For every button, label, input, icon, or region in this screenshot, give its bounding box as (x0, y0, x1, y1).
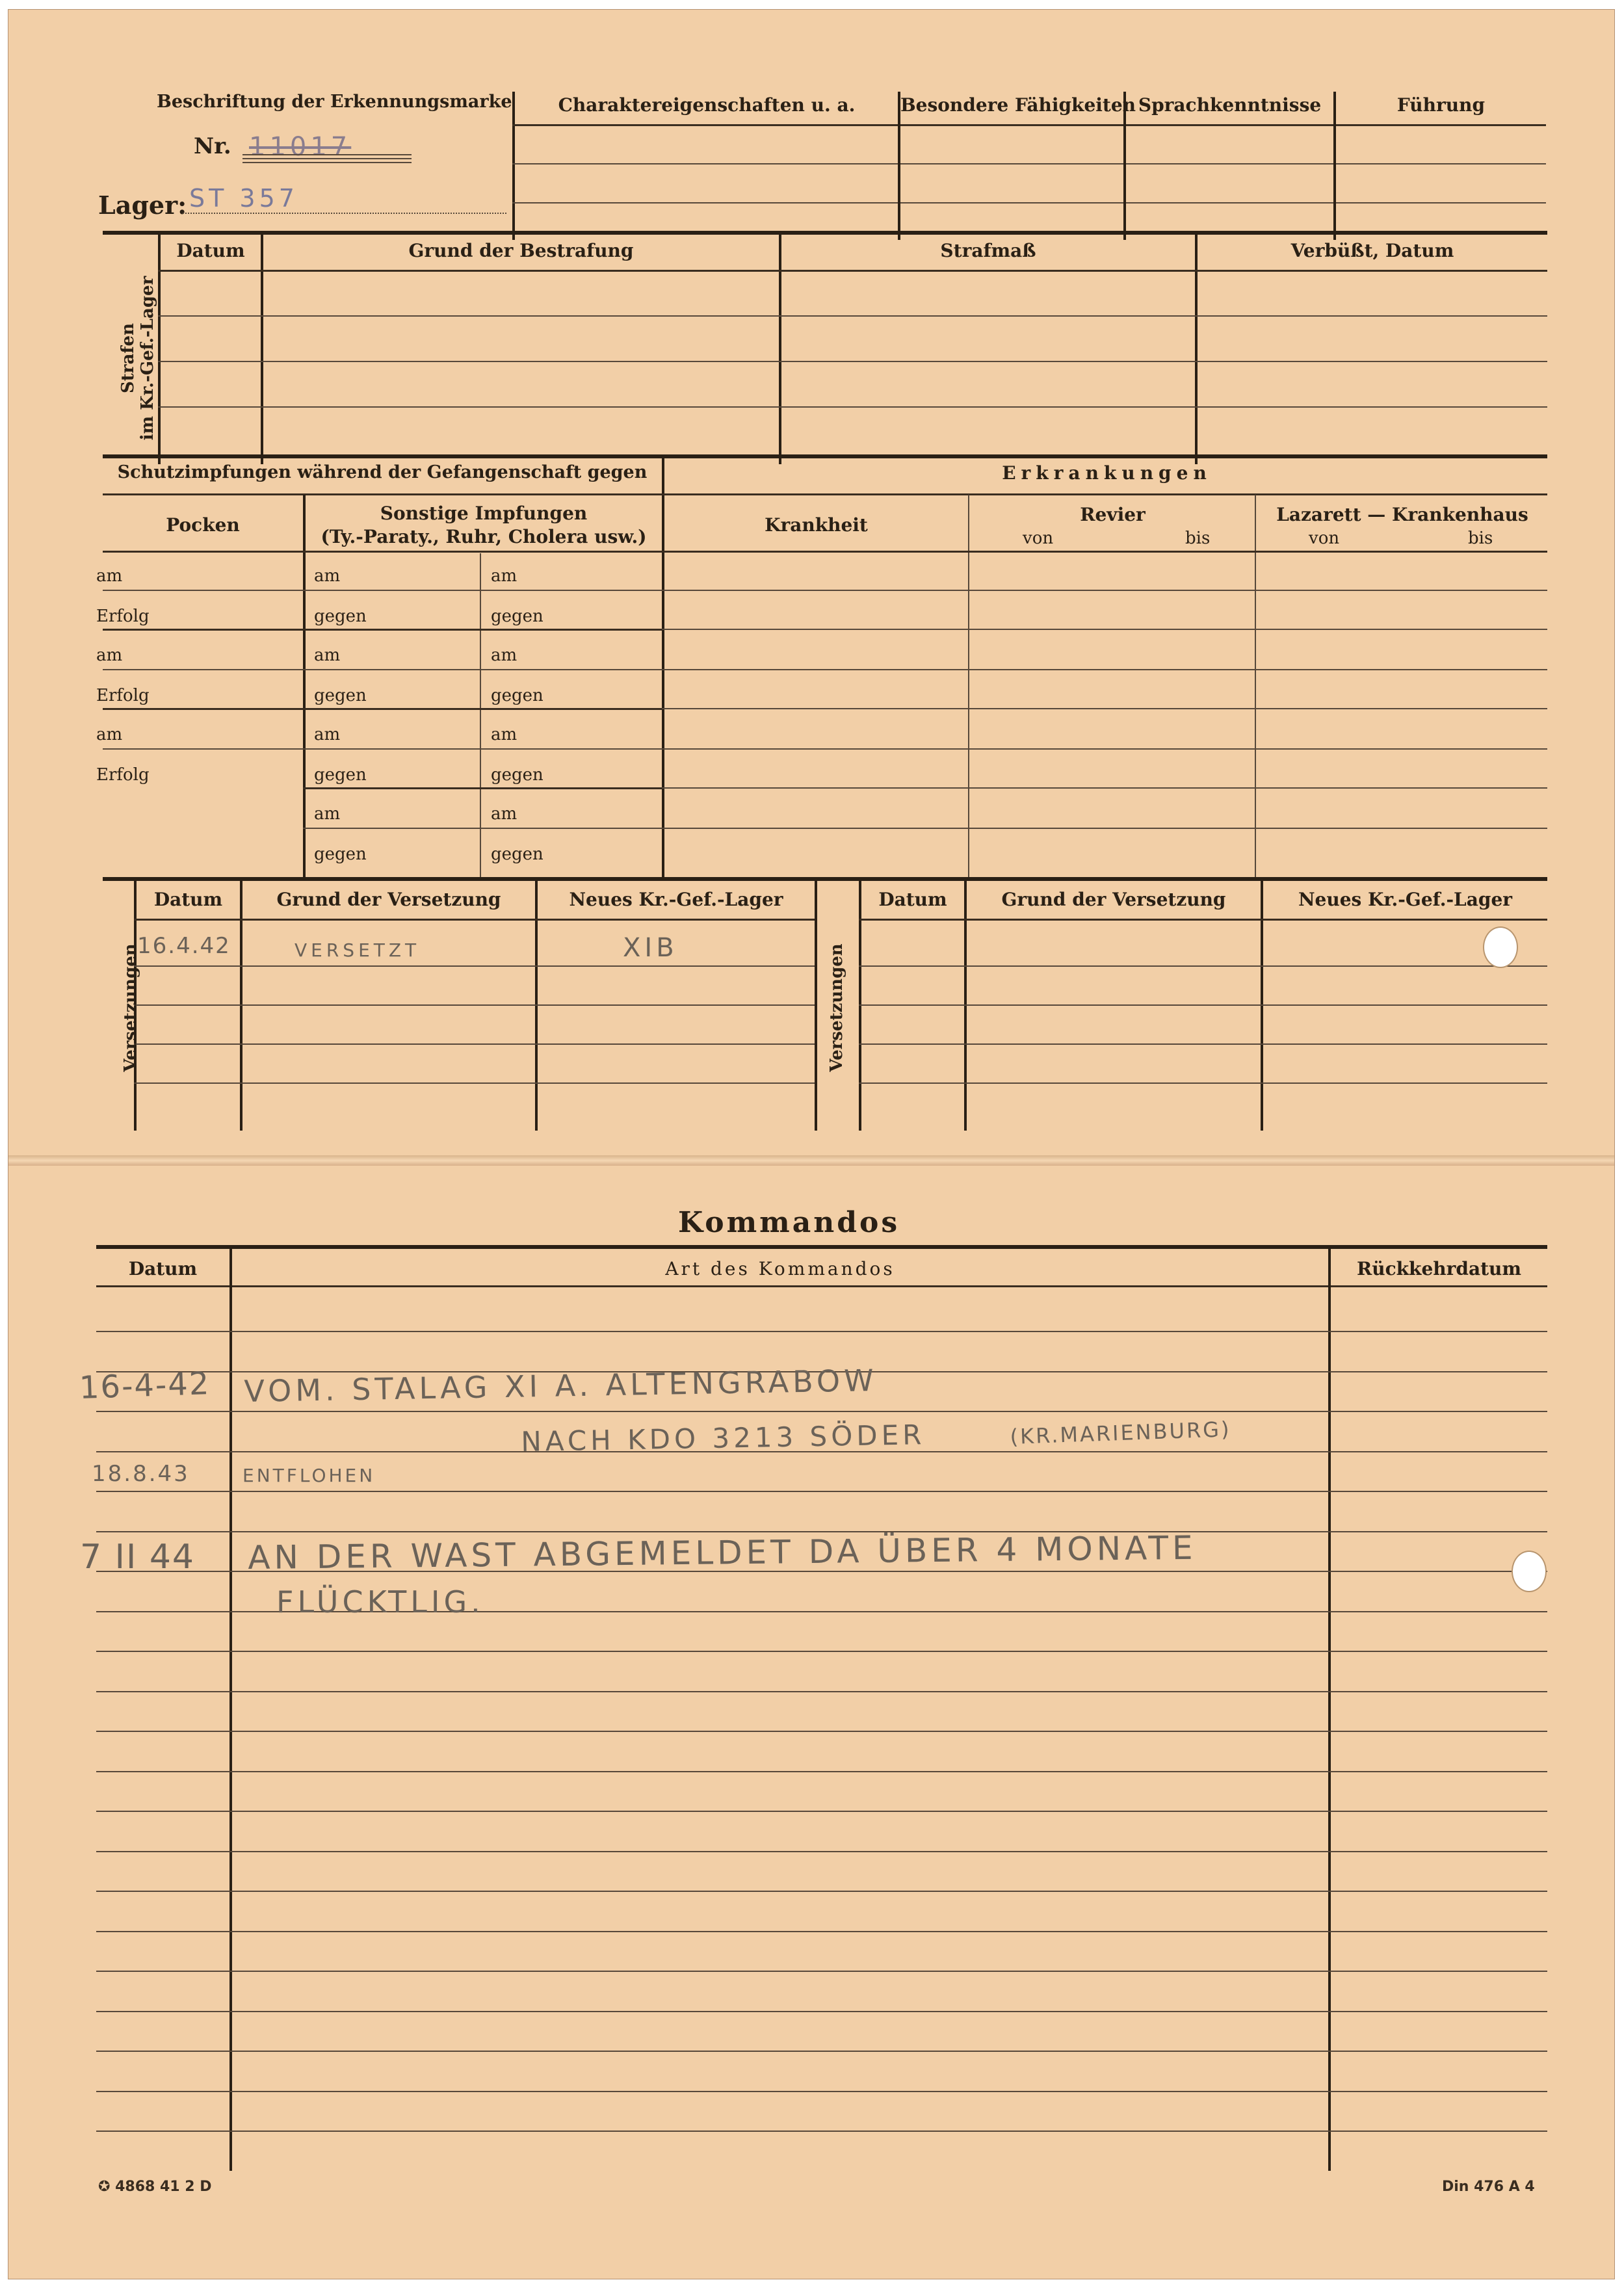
sonst-gegen: gegen (491, 607, 544, 626)
form-card (8, 9, 1615, 2279)
kommandos-title: Kommandos (678, 1206, 900, 1239)
ruled-line (96, 1491, 1547, 1492)
pocken-am-2: am (96, 646, 123, 665)
vers-entry-grund: VERSETZT (295, 939, 421, 961)
sonst-gegen: gegen (314, 686, 367, 705)
kom-entry-text-3: (KR.MARIENBURG) (1010, 1417, 1232, 1449)
vers-entry-lager: XIB (623, 933, 678, 963)
ruled-line (96, 1531, 1547, 1532)
fold-line (8, 1155, 1614, 1166)
col-revier: Revier (1080, 504, 1146, 525)
ruled-line (96, 2131, 1547, 2132)
kom-entry-text-4: ENTFLOHEN (242, 1465, 376, 1486)
versetzungen-side-label-left: Versetzungen (121, 943, 140, 1072)
sonst-am: am (314, 804, 341, 824)
revier-bis: bis (1185, 529, 1211, 548)
footer-right: Din 476 A 4 (1442, 2179, 1535, 2195)
strafen-side-label: Strafen (118, 323, 138, 393)
col-lazarett: Lazarett — Krankenhaus (1276, 504, 1528, 525)
sonst-gegen: gegen (491, 845, 544, 864)
revier-von: von (1023, 529, 1054, 548)
ruled-line (96, 1651, 1547, 1652)
col-sonstige: Sonstige Impfungen (380, 503, 588, 524)
vers-col-lager: Neues Kr.-Gef.-Lager (569, 889, 783, 910)
stamp-icon: ✪ (98, 2179, 116, 2195)
impfungen-title: Schutzimpfungen während der Gefangenschaft gegen (117, 462, 648, 482)
pocken-erfolg-3: Erfolg (96, 765, 150, 785)
nr-label: Nr. (194, 133, 231, 159)
ruled-line (96, 1411, 1547, 1412)
nr-value: 11017 (249, 132, 352, 162)
versetzungen-side-label-right: Versetzungen (827, 943, 846, 1072)
strafen-col-grund: Grund der Bestrafung (408, 240, 634, 261)
marke-title: Beschriftung der Erkennungsmarke (157, 92, 512, 112)
sonst-gegen: gegen (314, 765, 367, 785)
ruled-line (96, 1811, 1547, 1812)
pocken-am-3: am (96, 725, 123, 744)
lazarett-bis: bis (1468, 529, 1493, 548)
ruled-line (96, 1731, 1547, 1732)
ruled-line (96, 2011, 1547, 2012)
ruled-line (96, 1891, 1547, 1892)
punch-hole-bottom (1512, 1551, 1547, 1592)
lager-value: ST 357 (189, 184, 298, 213)
strafen-col-verbuesst: Verbüßt, Datum (1290, 240, 1454, 261)
kom-col-art: Art des Kommandos (665, 1258, 895, 1279)
kom-entry-text-6: FLÜCKTLIG. (276, 1584, 484, 1620)
col-pocken: Pocken (166, 514, 240, 536)
kom-entry-text-5: AN DER WAST ABGEMELDET DA ÜBER 4 MONATE (248, 1528, 1197, 1577)
vers-col-grund: Grund der Versetzung (276, 889, 501, 910)
sonst-am: am (491, 566, 517, 586)
ruled-line (96, 2051, 1547, 2052)
strafen-col-datum: Datum (176, 240, 245, 261)
ruled-line (96, 1691, 1547, 1692)
vers-col-datum-2: Datum (878, 889, 947, 910)
ruled-line (96, 2091, 1547, 2092)
sonst-am: am (314, 566, 341, 586)
vers-col-lager-2: Neues Kr.-Gef.-Lager (1298, 889, 1513, 910)
sonst-gegen: gegen (491, 765, 544, 785)
sonst-am: am (491, 725, 517, 744)
sonst-am: am (314, 725, 341, 744)
vers-entry-datum: 16.4.42 (137, 933, 231, 959)
kom-entry-text-2: NACH KDO 3213 SÖDER (521, 1419, 926, 1458)
sonst-am: am (491, 804, 517, 824)
col-fuehrung: Führung (1396, 94, 1486, 116)
lager-label: Lager: (98, 190, 187, 220)
col-charakter: Charaktereigenschaften u. a. (558, 94, 856, 116)
sonst-am: am (491, 646, 517, 665)
kom-entry-datum-2: 18.8.43 (92, 1461, 190, 1487)
strafen-side-label-2: im Kr.-Gef.-Lager (138, 276, 157, 441)
ruled-line (96, 1771, 1547, 1772)
vers-col-grund-2: Grund der Versetzung (1001, 889, 1226, 910)
ruled-line (96, 1931, 1547, 1932)
pocken-erfolg-1: Erfolg (96, 607, 150, 626)
col-sonstige-sub: (Ty.-Paraty., Ruhr, Cholera usw.) (321, 526, 647, 547)
sonst-gegen: gegen (491, 686, 544, 705)
sonst-gegen: gegen (314, 607, 367, 626)
ruled-line (96, 1851, 1547, 1852)
col-krankheit: Krankheit (765, 514, 868, 536)
kom-entry-datum-3: 7 II 44 (80, 1538, 195, 1577)
vers-col-datum: Datum (153, 889, 223, 910)
footer-left (98, 2179, 212, 2195)
kom-col-rueckkehr: Rückkehrdatum (1356, 1258, 1522, 1279)
ruled-line (96, 1971, 1547, 1972)
sonst-am: am (314, 646, 341, 665)
col-faehigkeiten: Besondere Fähigkeiten (900, 94, 1136, 116)
erkrankungen-title: Erkrankungen (1002, 462, 1212, 484)
col-sprachen: Sprachkenntnisse (1138, 94, 1322, 116)
pocken-erfolg-2: Erfolg (96, 686, 150, 705)
sonst-gegen: gegen (314, 845, 367, 864)
strafen-col-strafmass: Strafmaß (940, 240, 1036, 261)
kom-col-datum: Datum (128, 1258, 198, 1279)
footer-left-text: 4868 41 2 D (115, 2179, 212, 2195)
kom-entry-datum-1: 16-4-42 (79, 1365, 211, 1406)
lazarett-von: von (1309, 529, 1340, 548)
ruled-line (96, 1331, 1547, 1332)
pocken-am-1: am (96, 566, 123, 586)
kom-entry-text-1: VOM. STALAG XI A. ALTENGRABOW (244, 1362, 878, 1409)
punch-hole-top (1483, 926, 1518, 968)
